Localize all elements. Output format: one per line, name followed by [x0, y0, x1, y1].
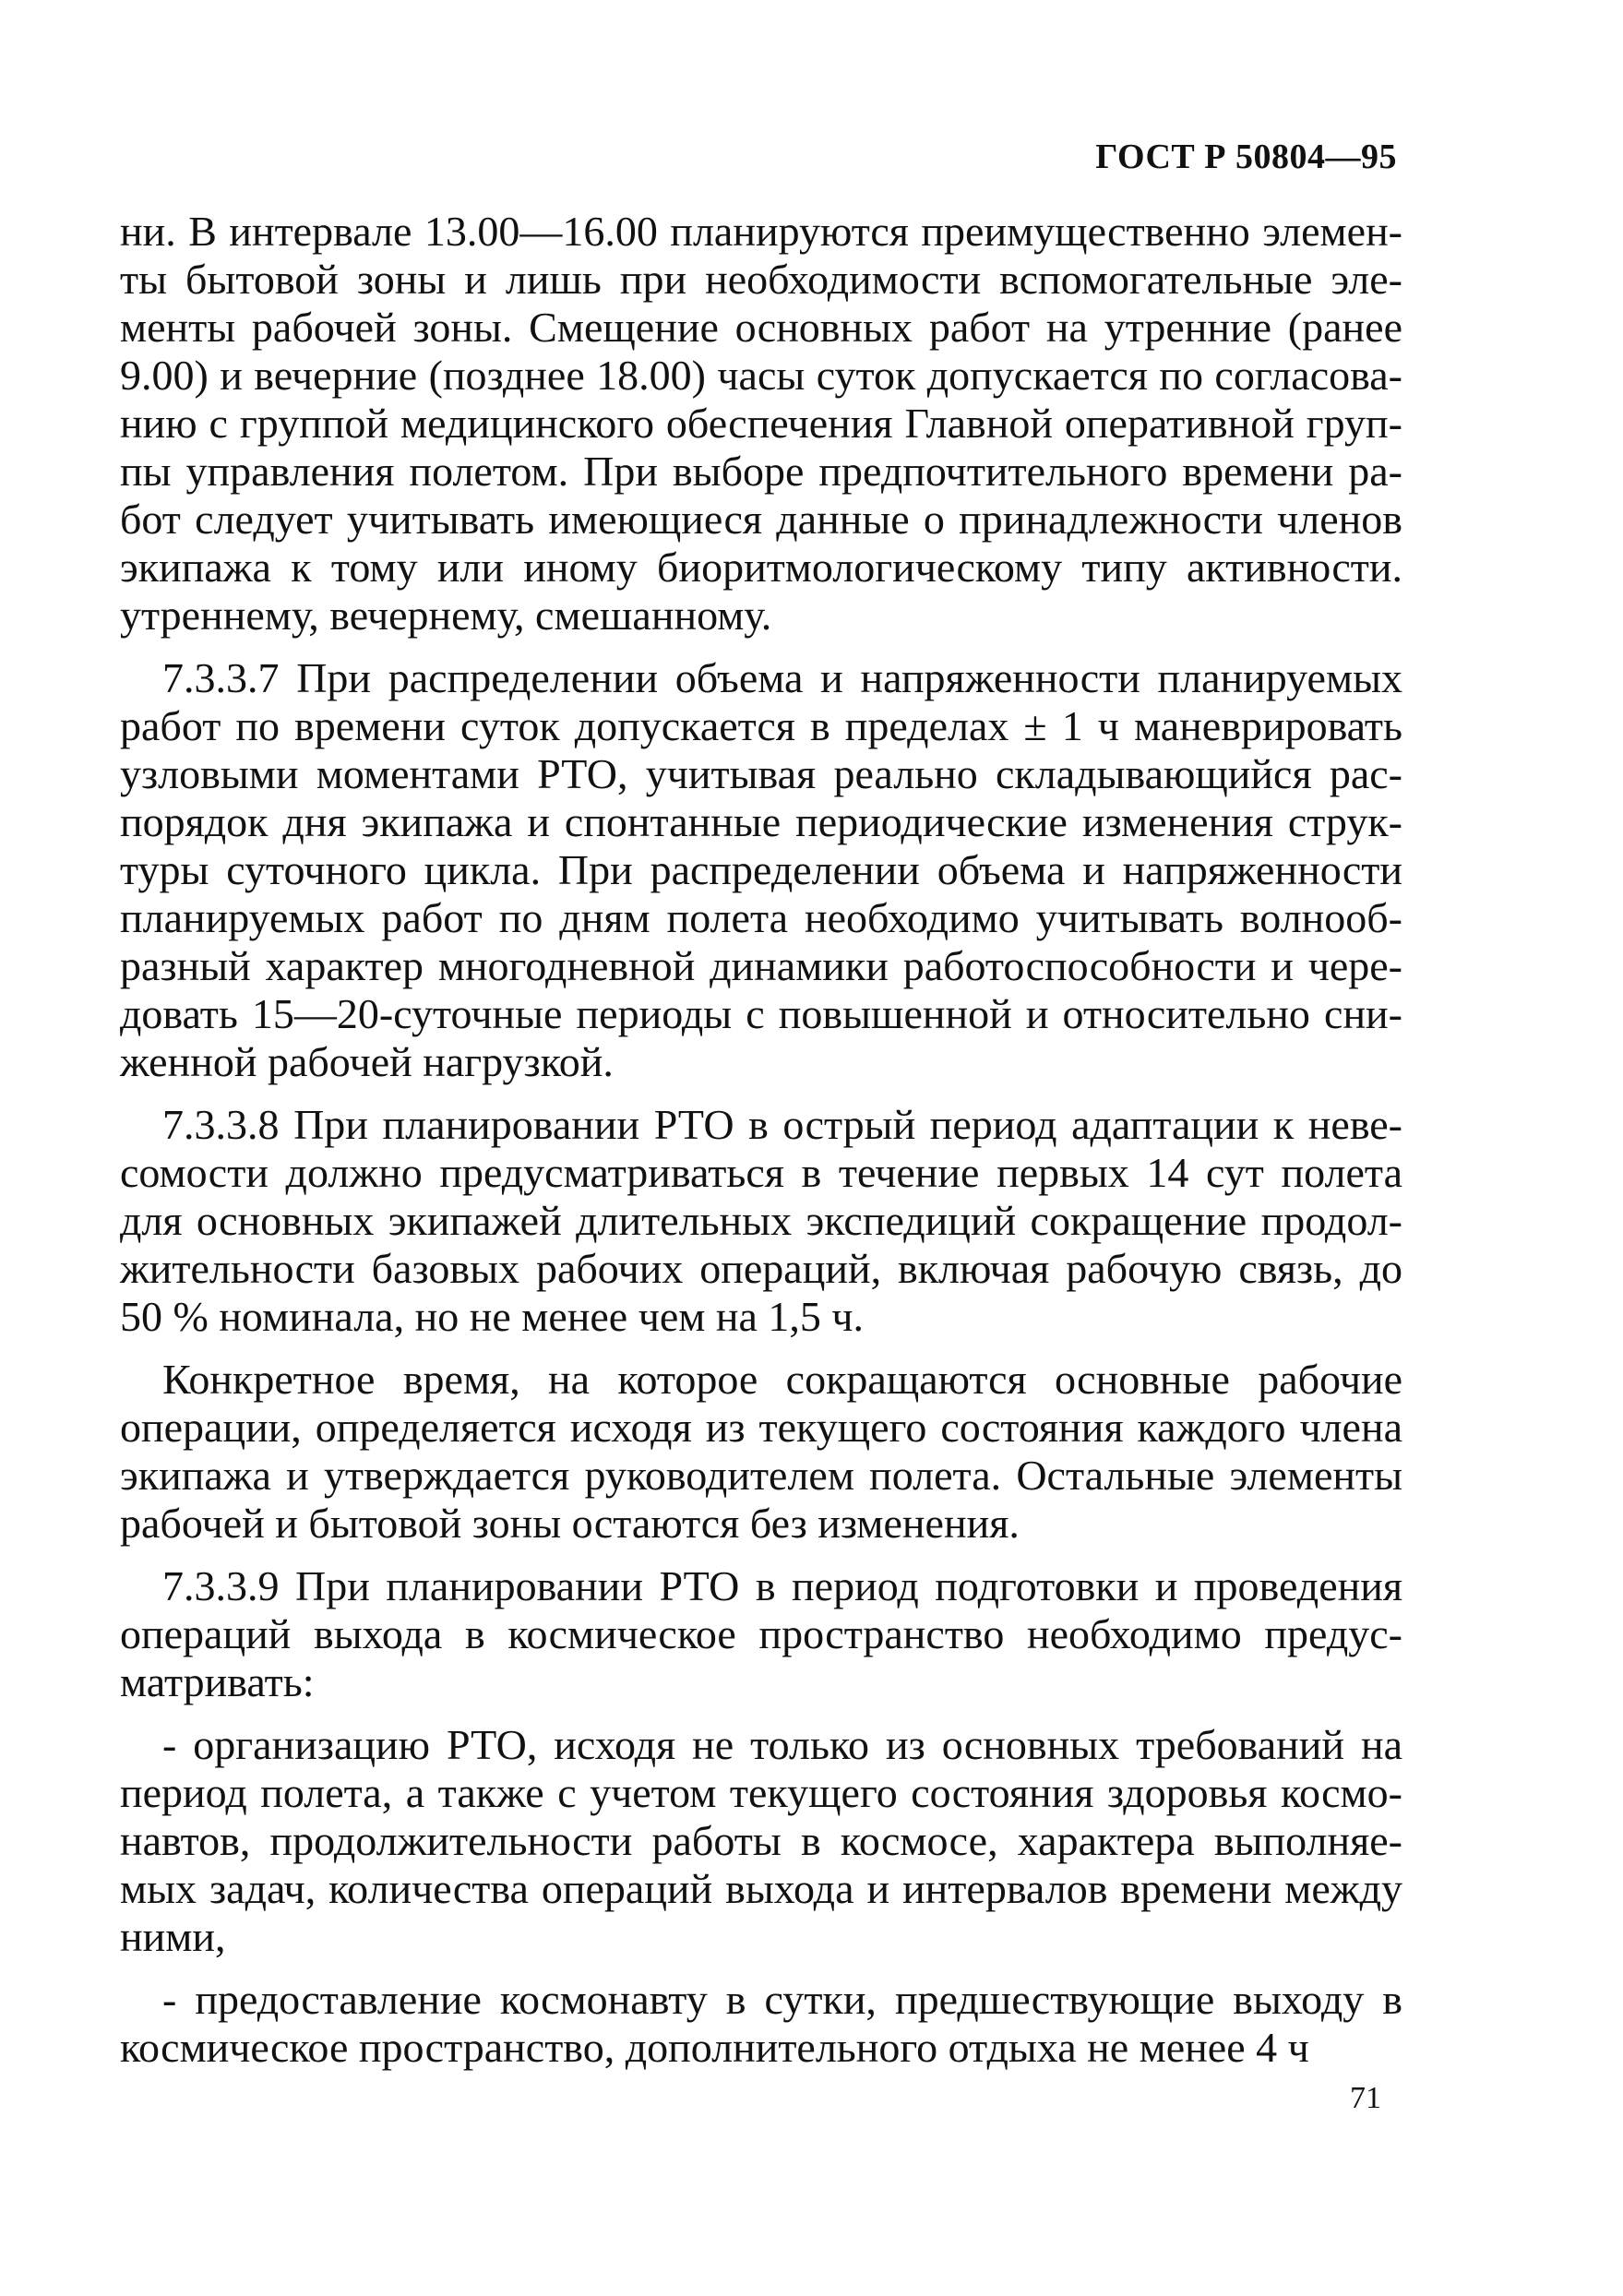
text-line: утреннему, вечернему, смешанному. — [120, 592, 772, 639]
text-line: менты рабочей зоны. Смещение основных работ на утренние (ранее — [120, 304, 1402, 351]
list-item — [120, 1976, 1402, 2072]
paragraph — [120, 208, 1402, 640]
text-line: туры суточного цикла. При распределении объема и напряженности — [120, 846, 1402, 893]
text-line: операций выхода в космическое пространство необходимо предус- — [120, 1610, 1402, 1657]
text-line: пы управления полетом. При выборе предпочтительного времени ра- — [120, 448, 1402, 495]
text-line: узловыми моментами РТО, учитывая реально складывающийся рас- — [120, 750, 1402, 797]
text-line: ни. В интервале 13.00—16.00 планируются преимущественно элемен- — [120, 208, 1402, 255]
text-line: для основных экипажей длительных экспедиций сокращение продол- — [120, 1197, 1402, 1244]
text-line: ними, — [120, 1913, 226, 1960]
text-line: планируемых работ по дням полета необходимо учитывать волнооб- — [120, 894, 1402, 941]
text-line: рабочей и бытовой зоны остаются без изменения. — [120, 1500, 1020, 1547]
text-line: бот следует учитывать имеющиеся данные о принадлежности членов — [120, 496, 1402, 543]
text-line: 7.3.3.9 При планировании РТО в период подготовки и проведения — [162, 1562, 1402, 1609]
text-line: экипажа и утверждается руководителем полета. Остальные элементы — [120, 1452, 1402, 1499]
text-line: 7.3.3.8 При планировании РТО в острый период адаптации к неве- — [162, 1101, 1402, 1148]
text-line: работ по времени суток допускается в пределах ± 1 ч маневрировать — [120, 702, 1402, 749]
list-item — [120, 1721, 1402, 1961]
paragraph-7-3-3-8 — [120, 1101, 1402, 1341]
text-line: разный характер многодневной динамики работоспособности и чере- — [120, 942, 1402, 989]
text-line: - предоставление космонавту в сутки, предшествующие выходу в — [162, 1976, 1402, 2023]
text-line: жительности базовых рабочих операций, включая рабочую связь, до — [120, 1245, 1402, 1292]
text-line: Конкретное время, на которое сокращаются основные рабочие — [162, 1356, 1402, 1403]
page-number: 71 — [1350, 2081, 1381, 2115]
text-line: матривать: — [120, 1658, 315, 1705]
text-line: довать 15—20-суточные периоды с повышенной и относительно сни- — [120, 990, 1402, 1037]
text-line: нию с группой медицинского обеспечения Главной оперативной груп- — [120, 400, 1402, 447]
text-line: 9.00) и вечерние (позднее 18.00) часы суток допускается по согласова- — [120, 352, 1402, 399]
text-line: женной рабочей нагрузкой. — [120, 1038, 614, 1085]
text-line: 7.3.3.7 При распределении объема и напряженности планируемых — [162, 654, 1402, 701]
text-line: навтов, продолжительности работы в космосе, характера выполняе- — [120, 1817, 1402, 1864]
paragraph — [120, 1356, 1402, 1548]
paragraph-7-3-3-9 — [120, 1562, 1402, 1706]
text-line: период полета, а также с учетом текущего состояния здоровья космо- — [120, 1769, 1402, 1816]
document-code-header: ГОСТ Р 50804—95 — [1095, 138, 1397, 176]
paragraph-7-3-3-7 — [120, 654, 1402, 1086]
text-line: 50 % номинала, но не менее чем на 1,5 ч. — [120, 1293, 865, 1340]
text-line: операции, определяется исходя из текущего состояния каждого члена — [120, 1404, 1402, 1451]
document-body — [120, 208, 1402, 2072]
text-line: - организацию РТО, исходя не только из основных требований на — [162, 1721, 1402, 1768]
text-line: мых задач, количества операций выхода и интервалов времени между — [120, 1865, 1402, 1912]
text-line: космическое пространство, дополнительного отдыха не менее 4 ч — [120, 2024, 1309, 2071]
text-line: порядок дня экипажа и спонтанные периодические изменения струк- — [120, 798, 1402, 845]
text-line: ты бытовой зоны и лишь при необходимости вспомогательные эле- — [120, 256, 1402, 303]
text-line: сомости должно предусматриваться в течение первых 14 сут полета — [120, 1149, 1402, 1196]
text-line: экипажа к тому или иному биоритмологическому типу активности. — [120, 544, 1402, 591]
